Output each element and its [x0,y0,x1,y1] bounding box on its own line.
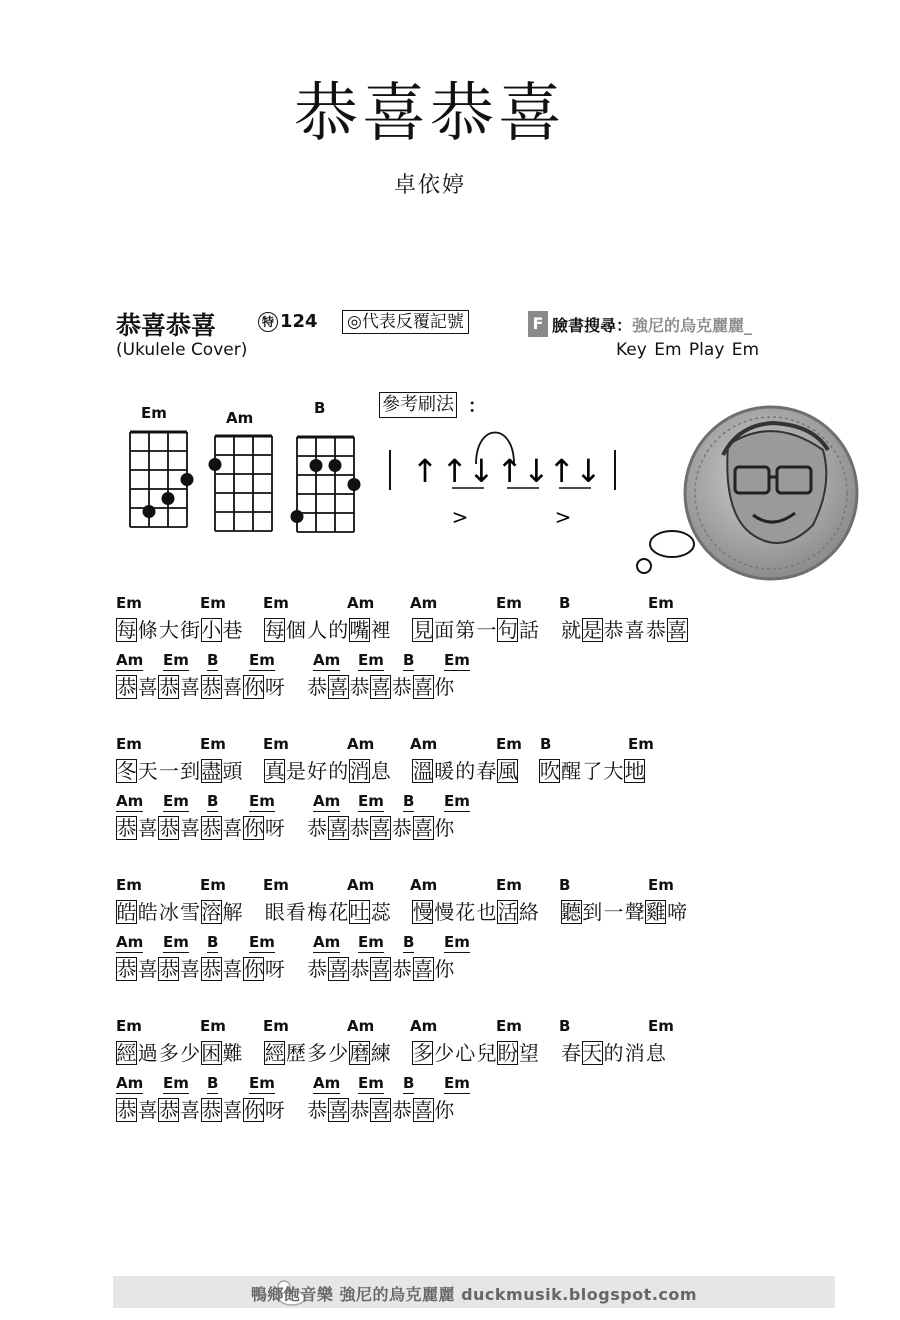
lyric-line [116,618,736,646]
lyric-line [116,1041,736,1069]
chord-symbol: Am [313,933,341,951]
lyric-char: 絡 [518,900,539,924]
chord-symbol: Am [410,876,438,894]
lyric-char: 風 [497,759,518,783]
lyric-char: 一 [158,759,179,783]
lyric-line [116,816,736,844]
lyric-char: 喜 [180,675,201,699]
cover-note: (Ukulele Cover) [116,340,248,360]
lyric-char: 條 [137,618,158,642]
tempo [258,311,318,332]
lyric-char: 恭 [307,957,328,981]
lyric-char: 到 [582,900,603,924]
chord-symbol: Am [347,1017,375,1035]
lyric-char: 呀 [264,1098,285,1122]
lyric-char: 了 [582,759,603,783]
chord-line [116,651,716,671]
lyric-char: 你 [434,675,455,699]
lyric-char: 雞 [645,900,666,924]
facebook-search [552,313,752,336]
lyric-char: 喜 [222,1098,243,1122]
chord-symbol: Em [116,1017,142,1035]
lyric-char: 春 [561,1041,582,1065]
lyric-char: 雪 [180,900,201,924]
chord-symbol: B [207,651,219,669]
lyric-char: 溫 [412,759,433,783]
lyric-char: 恭 [391,816,412,840]
chord-symbol: Em [249,651,275,669]
chord-symbol: Em [200,594,226,612]
lyric-char: 巷 [222,618,243,642]
key-play: Key Em Play Em [616,340,760,360]
lyric-char: 大 [603,759,624,783]
lyric-char: 多 [158,1041,179,1065]
finger-dot [310,459,323,472]
lyric-char: 心 [455,1041,476,1065]
chord-symbol: Em [496,594,522,612]
lyric-char: 好 [307,759,328,783]
lyric-char: 喜 [370,816,391,840]
lyric-char: 的 [328,618,349,642]
chord-symbol: Em [444,651,470,669]
lyric-char: 恭 [201,957,222,981]
chord-symbol: Am [116,792,144,810]
lyric-char: 個 [285,618,306,642]
chord-line [116,735,716,755]
lyric-char: 頭 [222,759,243,783]
lyric-char: 呀 [264,957,285,981]
lyric-char: 你 [434,816,455,840]
lyric-char: 吐 [349,900,370,924]
chord-symbol: B [403,933,415,951]
lyric-char: 盼 [497,1041,518,1065]
lyric-char: 呀 [264,816,285,840]
strum-arrow: ↑↓ [441,452,495,490]
lyric-char: 也 [476,900,497,924]
lyric-char: 恭 [158,675,179,699]
lyric-char: 喜 [222,675,243,699]
chord-symbol: B [559,1017,571,1035]
chord-line [116,1074,716,1094]
chord-symbol: Em [116,594,142,612]
strum-colon: ： [468,396,486,417]
lyric-char: 裡 [370,618,391,642]
facebook-search-label: 臉書搜尋： [552,316,633,335]
repeat-note: ◎代表反覆記號 [342,310,469,334]
chord-symbol: B [559,594,571,612]
lyric-char: 你 [434,957,455,981]
lyric-char: 喜 [222,957,243,981]
lyric-char: 每 [116,618,137,642]
lyric-char: 恭 [116,1098,137,1122]
lyric-char: 吹 [539,759,560,783]
chord-symbol: Am [116,651,144,669]
lyric-char: 你 [243,816,264,840]
lyric-char: 恭 [158,1098,179,1122]
finger-dot [291,510,304,523]
lyric-char: 息 [645,1041,666,1065]
lyric-char: 喜 [667,618,688,642]
chord-symbol: Em [249,933,275,951]
lyric-char: 看 [285,900,306,924]
strum-arrow: ↑↓ [548,452,602,490]
lyric-char: 喜 [137,816,158,840]
chord-symbol: Em [200,1017,226,1035]
lyric-char: 練 [370,1041,391,1065]
lyric-char: 恭 [201,675,222,699]
lyric-char: 多 [307,1041,328,1065]
lyric-char: 你 [243,957,264,981]
lyric-char: 喜 [413,675,434,699]
strum-pattern [380,422,630,532]
lyric-char: 天 [137,759,158,783]
chord-symbol: Am [347,876,375,894]
chord-symbol: Em [496,1017,522,1035]
lyric-char: 的 [455,759,476,783]
chord-symbol: B [207,1074,219,1092]
lyric-char: 溶 [201,900,222,924]
tempo-value: 124 [280,311,318,332]
lyric-char: 恭 [307,816,328,840]
lyric-line [116,1098,736,1126]
chord-symbol: Em [263,735,289,753]
finger-dot [143,505,156,518]
lyric-char: 見 [412,618,433,642]
lyric-char: 恭 [116,675,137,699]
lyric-char: 喜 [370,1098,391,1122]
chord-symbol: Em [200,735,226,753]
chord-symbol: Am [313,792,341,810]
accent-mark: > [451,505,469,529]
lyric-char: 喜 [413,816,434,840]
chord-diagram-am [209,436,273,531]
lyric-char: 春 [476,759,497,783]
lyric-char: 喜 [370,957,391,981]
finger-dot [162,492,175,505]
lyric-char: 街 [180,618,201,642]
lyric-char: 喜 [180,816,201,840]
lyric-char: 恭 [201,1098,222,1122]
chord-symbol: Em [628,735,654,753]
chord-symbol: B [559,876,571,894]
chord-symbol: Em [263,876,289,894]
chord-line [116,876,716,896]
lyric-char: 第 [455,618,476,642]
chord-symbol: Am [313,651,341,669]
lyric-char: 眼 [264,900,285,924]
lyric-line [116,900,736,928]
chord-symbol: B [207,933,219,951]
artist-name: 卓依婷 [393,173,466,198]
lyric-char: 恭 [349,816,370,840]
finger-dot [329,459,342,472]
lyric-char: 恭 [307,1098,328,1122]
lyric-char: 天 [582,1041,603,1065]
lyric-char: 喜 [137,957,158,981]
chord-line [116,792,716,812]
chord-symbol: Em [263,594,289,612]
lyric-char: 喜 [413,1098,434,1122]
chord-symbol: Am [313,1074,341,1092]
chord-diagrams [125,425,375,545]
lyric-char: 少 [180,1041,201,1065]
lyric-char: 醒 [561,759,582,783]
facebook-icon: F [528,311,548,337]
lyric-char: 花 [328,900,349,924]
lyric-char: 蕊 [370,900,391,924]
lyric-char: 花 [455,900,476,924]
lyric-char: 就 [561,618,582,642]
lyric-char: 人 [307,618,328,642]
lyric-char: 恭 [391,1098,412,1122]
accent-mark: > [554,505,572,529]
lyric-char: 喜 [222,816,243,840]
chord-diagram-name: Am [226,409,254,427]
lyric-char: 喜 [413,957,434,981]
chord-symbol: Em [249,792,275,810]
lyric-char: 喜 [328,957,349,981]
lyric-char: 話 [518,618,539,642]
chord-symbol: Am [347,735,375,753]
chord-symbol: Em [163,1074,189,1092]
chord-symbol: Em [648,594,674,612]
lyric-char: 你 [243,675,264,699]
chord-symbol: B [403,651,415,669]
chord-symbol: Am [410,735,438,753]
chord-symbol: Am [116,1074,144,1092]
chord-symbol: B [403,1074,415,1092]
lyric-char: 喜 [180,1098,201,1122]
lyric-char: 恭 [603,618,624,642]
lyric-char: 地 [624,759,645,783]
lyric-char: 盡 [201,759,222,783]
lyric-char: 喜 [180,957,201,981]
chord-symbol: Em [116,876,142,894]
tempo-symbol: 特 [258,312,278,332]
song-name: 恭喜恭喜 [116,311,217,340]
chord-line [116,594,716,614]
chord-symbol: Em [444,933,470,951]
chord-diagram-b [291,437,361,532]
lyric-char: 的 [328,759,349,783]
lyric-char: 喜 [328,675,349,699]
lyric-char: 恭 [349,957,370,981]
lyric-char: 活 [497,900,518,924]
chord-symbol: Am [410,1017,438,1035]
lyric-char: 句 [497,618,518,642]
chord-symbol: Em [163,651,189,669]
chord-symbol: Em [200,876,226,894]
lyric-char: 聽 [561,900,582,924]
thought-bubbles [630,528,700,578]
lyric-char: 冰 [158,900,179,924]
finger-dot [348,478,361,491]
lyric-char: 你 [243,1098,264,1122]
chord-symbol: Am [410,594,438,612]
chord-symbol: Em [358,792,384,810]
chord-symbol: Em [116,735,142,753]
chord-line [116,1017,716,1037]
chord-symbol: B [403,792,415,810]
lyric-char: 恭 [645,618,666,642]
lyric-char: 慢 [434,900,455,924]
lyric-line [116,675,736,703]
lyric-char: 嘴 [349,618,370,642]
lyric-char: 經 [116,1041,137,1065]
chord-symbol: Em [496,876,522,894]
lyric-char: 歷 [285,1041,306,1065]
mascot-coin-logo [683,405,873,585]
lyric-char: 恭 [116,957,137,981]
chord-symbol: Em [163,792,189,810]
chord-symbol: Em [648,876,674,894]
lyric-char: 經 [264,1041,285,1065]
lyric-char: 大 [158,618,179,642]
lyric-char: 難 [222,1041,243,1065]
chord-diagram-name: Em [141,404,167,422]
lyric-char: 梅 [307,900,328,924]
lyric-char: 困 [201,1041,222,1065]
chord-symbol: Em [444,1074,470,1092]
lyric-char: 喜 [137,675,158,699]
lyric-char: 少 [328,1041,349,1065]
lyric-char: 的 [603,1041,624,1065]
lyric-char: 冬 [116,759,137,783]
lyric-char: 是 [285,759,306,783]
lyric-char: 喜 [624,618,645,642]
chord-diagram-name: B [314,399,326,417]
lyric-char: 恭 [391,675,412,699]
lyric-char: 恭 [201,816,222,840]
lyric-char: 磨 [349,1041,370,1065]
chord-symbol: B [207,792,219,810]
footer-text: 鴨鄉飽音樂 強尼的烏克麗麗 duckmusik.blogspot.com [250,1285,698,1304]
lyric-char: 恭 [391,957,412,981]
lyric-char: 喜 [328,1098,349,1122]
chord-symbol: Em [358,933,384,951]
chord-symbol: Em [444,792,470,810]
lyric-char: 恭 [349,675,370,699]
chord-symbol: Am [116,933,144,951]
lyric-char: 真 [264,759,285,783]
chord-symbol: Em [249,1074,275,1092]
lyric-line [116,759,736,787]
finger-dot [209,458,222,471]
lyric-char: 是 [582,618,603,642]
chord-symbol: B [540,735,552,753]
lyric-char: 皓 [116,900,137,924]
lyric-char: 少 [434,1041,455,1065]
lyric-char: 面 [434,618,455,642]
strum-label: 參考刷法 [379,392,457,418]
lyric-char: 喜 [328,816,349,840]
lyric-char: 恭 [116,816,137,840]
lyric-char: 呀 [264,675,285,699]
chord-symbol: Em [496,735,522,753]
finger-dot [181,473,194,486]
chord-symbol: Am [347,594,375,612]
lyric-char: 解 [222,900,243,924]
lyric-char: 恭 [158,816,179,840]
page-title: 恭喜恭喜 [294,77,566,151]
lyric-char: 息 [370,759,391,783]
lyric-char: 聲 [624,900,645,924]
lyric-char: 喜 [370,675,391,699]
lyric-char: 小 [201,618,222,642]
chord-line [116,933,716,953]
lyric-char: 每 [264,618,285,642]
lyric-char: 一 [476,618,497,642]
lyric-char: 暖 [434,759,455,783]
lyric-char: 到 [180,759,201,783]
lyric-char: 皓 [137,900,158,924]
strum-arrow: ↑↓ [496,452,550,490]
lyric-char: 恭 [349,1098,370,1122]
lyric-char: 兒 [476,1041,497,1065]
chord-symbol: Em [358,651,384,669]
lyric-char: 消 [624,1041,645,1065]
strum-arrow: ↑ [411,452,439,490]
chord-symbol: Em [358,1074,384,1092]
lyric-char: 恭 [158,957,179,981]
chord-symbol: Em [648,1017,674,1035]
lyric-char: 喜 [137,1098,158,1122]
chord-symbol: Em [163,933,189,951]
lyric-char: 慢 [412,900,433,924]
lyric-char: 一 [603,900,624,924]
lyric-char: 過 [137,1041,158,1065]
lyric-char: 啼 [667,900,688,924]
lyric-char: 望 [518,1041,539,1065]
lyric-char: 恭 [307,675,328,699]
lyric-char: 你 [434,1098,455,1122]
lyric-line [116,957,736,985]
chord-diagram-em [130,432,194,527]
lyric-char: 多 [412,1041,433,1065]
facebook-search-name: 強尼的烏克麗麗_ [632,316,753,335]
chord-symbol: Em [263,1017,289,1035]
lyric-char: 消 [349,759,370,783]
